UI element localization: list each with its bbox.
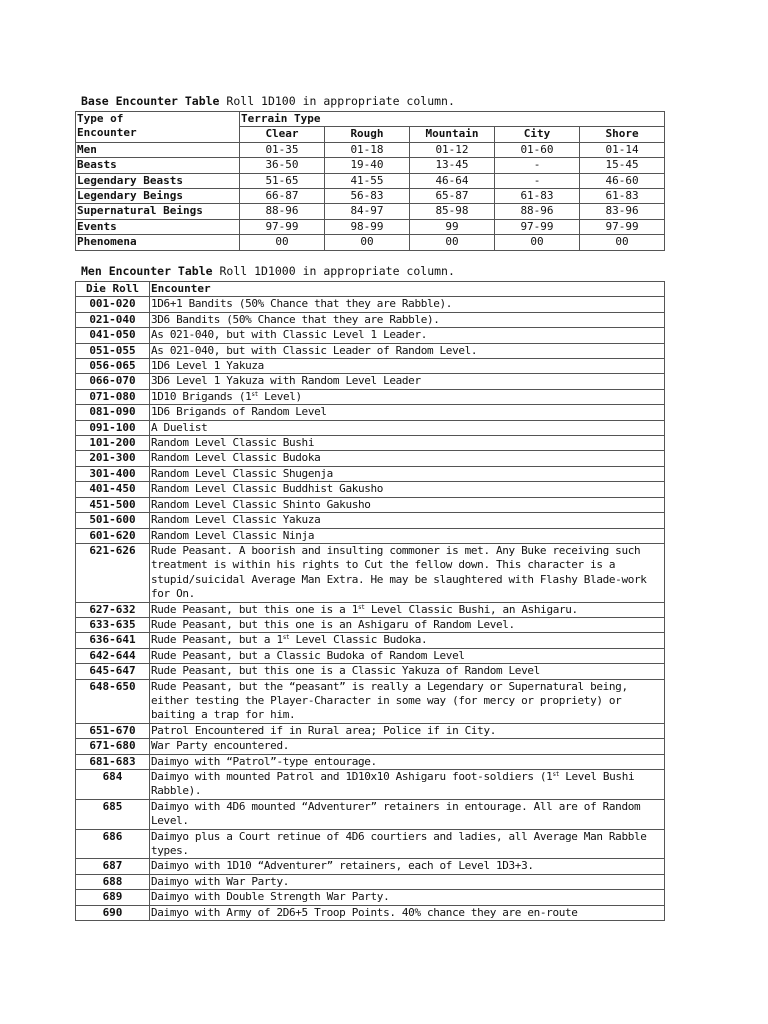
table-row bbox=[76, 874, 665, 889]
table-row bbox=[76, 482, 665, 497]
type-header-line2: Encounter bbox=[77, 126, 137, 140]
table-cell: 84-97 bbox=[325, 204, 410, 219]
die-roll-cell: 627-632 bbox=[76, 602, 150, 617]
die-roll-cell: 021-040 bbox=[76, 312, 150, 327]
die-roll-cell: 301-400 bbox=[76, 466, 150, 481]
table-row bbox=[76, 436, 665, 451]
table-cell: 97-99 bbox=[240, 219, 325, 234]
men-table-title: Men Encounter Table bbox=[81, 264, 213, 278]
table-row bbox=[76, 312, 665, 327]
table-row bbox=[76, 799, 665, 829]
table-row bbox=[76, 633, 665, 648]
encounter-cell: 3D6 Level 1 Yakuza with Random Level Leader bbox=[150, 374, 665, 389]
table-cell: 00 bbox=[495, 235, 580, 250]
table-row bbox=[76, 189, 665, 204]
row-label: Men bbox=[76, 142, 240, 157]
encounter-cell: As 021-040, but with Classic Level 1 Leader. bbox=[150, 328, 665, 343]
encounter-cell: Rude Peasant. A boorish and insulting commoner is met. Any Buke receiving such treatment is within his rights to Cut the fellow down. This character is a stupid/suicidal Average Man Extra. He may be slaughtered with Flashy Blade-work for On. bbox=[150, 543, 665, 602]
encounter-cell: As 021-040, but with Classic Leader of Random Level. bbox=[150, 343, 665, 358]
row-label: Beasts bbox=[76, 158, 240, 173]
die-roll-cell: 671-680 bbox=[76, 739, 150, 754]
table-cell: 00 bbox=[325, 235, 410, 250]
table-row bbox=[76, 754, 665, 769]
row-label: Events bbox=[76, 219, 240, 234]
table-row bbox=[76, 723, 665, 738]
encounter-cell: Rude Peasant, but this one is an Ashigaru of Random Level. bbox=[150, 617, 665, 632]
encounter-cell: Daimyo with mounted Patrol and 1D10x10 Ashigaru foot-soldiers (1st Level Bushi Rabble). bbox=[150, 770, 665, 800]
table-row bbox=[76, 235, 665, 250]
table-cell: 13-45 bbox=[410, 158, 495, 173]
encounter-cell: Random Level Classic Shinto Gakusho bbox=[150, 497, 665, 512]
encounter-cell: Rude Peasant, but this one is a Classic Yakuza of Random Level bbox=[150, 664, 665, 679]
encounter-cell: Rude Peasant, but a 1st Level Classic Budoka. bbox=[150, 633, 665, 648]
table-cell: 36-50 bbox=[240, 158, 325, 173]
terrain-type-header: Terrain Type bbox=[240, 112, 665, 127]
table-row bbox=[76, 405, 665, 420]
men-table-subtitle: Roll 1D1000 in appropriate column. bbox=[219, 264, 455, 278]
die-roll-cell: 642-644 bbox=[76, 648, 150, 663]
table-cell: 56-83 bbox=[325, 189, 410, 204]
die-roll-cell: 081-090 bbox=[76, 405, 150, 420]
table-row bbox=[76, 297, 665, 312]
die-roll-cell: 645-647 bbox=[76, 664, 150, 679]
encounter-cell: 3D6 Bandits (50% Chance that they are Rabble). bbox=[150, 312, 665, 327]
die-roll-cell: 687 bbox=[76, 859, 150, 874]
die-roll-cell: 101-200 bbox=[76, 436, 150, 451]
die-roll-cell: 201-300 bbox=[76, 451, 150, 466]
table-cell: 88-96 bbox=[495, 204, 580, 219]
table-row bbox=[76, 770, 665, 800]
column-header: City bbox=[495, 127, 580, 142]
die-roll-cell: 051-055 bbox=[76, 343, 150, 358]
table-cell: 99 bbox=[410, 219, 495, 234]
die-roll-cell: 648-650 bbox=[76, 679, 150, 723]
encounter-cell: Random Level Classic Yakuza bbox=[150, 513, 665, 528]
die-roll-cell: 690 bbox=[76, 905, 150, 920]
table-cell: 97-99 bbox=[495, 219, 580, 234]
encounter-cell: 1D10 Brigands (1st Level) bbox=[150, 389, 665, 404]
row-label: Supernatural Beings bbox=[76, 204, 240, 219]
men-header-row bbox=[76, 282, 665, 297]
encounter-cell: Random Level Classic Budoka bbox=[150, 451, 665, 466]
encounter-header: Encounter bbox=[150, 282, 665, 297]
table-row bbox=[76, 513, 665, 528]
encounter-cell: Rude Peasant, but this one is a 1st Level Classic Bushi, an Ashigaru. bbox=[150, 602, 665, 617]
base-header-row bbox=[76, 112, 665, 127]
row-label: Legendary Beings bbox=[76, 189, 240, 204]
encounter-cell: Random Level Classic Buddhist Gakusho bbox=[150, 482, 665, 497]
table-row bbox=[76, 829, 665, 859]
table-cell: 46-60 bbox=[580, 173, 665, 188]
die-roll-cell: 601-620 bbox=[76, 528, 150, 543]
table-cell: 51-65 bbox=[240, 173, 325, 188]
table-cell: 01-14 bbox=[580, 142, 665, 157]
table-row bbox=[76, 859, 665, 874]
encounter-cell: A Duelist bbox=[150, 420, 665, 435]
die-roll-cell: 684 bbox=[76, 770, 150, 800]
table-cell: 88-96 bbox=[240, 204, 325, 219]
die-roll-cell: 001-020 bbox=[76, 297, 150, 312]
table-cell: 01-60 bbox=[495, 142, 580, 157]
table-row bbox=[76, 905, 665, 920]
die-roll-cell: 401-450 bbox=[76, 482, 150, 497]
die-roll-cell: 501-600 bbox=[76, 513, 150, 528]
type-of-encounter-header bbox=[76, 112, 240, 143]
die-roll-cell: 651-670 bbox=[76, 723, 150, 738]
type-header-line1: Type of bbox=[77, 112, 124, 125]
table-row bbox=[76, 420, 665, 435]
encounter-cell: Daimyo with Double Strength War Party. bbox=[150, 890, 665, 905]
table-row bbox=[76, 343, 665, 358]
die-roll-cell: 636-641 bbox=[76, 633, 150, 648]
table-cell: 00 bbox=[580, 235, 665, 250]
table-row bbox=[76, 389, 665, 404]
base-table-subtitle: Roll 1D100 in appropriate column. bbox=[226, 94, 455, 108]
table-row bbox=[76, 328, 665, 343]
table-cell: 01-18 bbox=[325, 142, 410, 157]
table-row bbox=[76, 664, 665, 679]
table-cell: 41-55 bbox=[325, 173, 410, 188]
table-cell: 00 bbox=[410, 235, 495, 250]
die-roll-cell: 686 bbox=[76, 829, 150, 859]
base-table-title: Base Encounter Table bbox=[81, 94, 220, 108]
die-roll-cell: 071-080 bbox=[76, 389, 150, 404]
die-roll-cell: 621-626 bbox=[76, 543, 150, 602]
table-cell: 46-64 bbox=[410, 173, 495, 188]
die-roll-header: Die Roll bbox=[76, 282, 150, 297]
column-header: Shore bbox=[580, 127, 665, 142]
encounter-cell: Daimyo with War Party. bbox=[150, 874, 665, 889]
die-roll-cell: 091-100 bbox=[76, 420, 150, 435]
table-row bbox=[76, 451, 665, 466]
encounter-cell: Rude Peasant, but a Classic Budoka of Random Level bbox=[150, 648, 665, 663]
die-roll-cell: 681-683 bbox=[76, 754, 150, 769]
encounter-cell: 1D6 Level 1 Yakuza bbox=[150, 359, 665, 374]
encounter-cell: Random Level Classic Bushi bbox=[150, 436, 665, 451]
table-row bbox=[76, 739, 665, 754]
die-roll-cell: 689 bbox=[76, 890, 150, 905]
table-row bbox=[76, 374, 665, 389]
encounter-cell: Daimyo with “Patrol”-type entourage. bbox=[150, 754, 665, 769]
encounter-cell: Daimyo with 1D10 “Adventurer” retainers, each of Level 1D3+3. bbox=[150, 859, 665, 874]
encounter-cell: Daimyo with 4D6 mounted “Adventurer” retainers in entourage. All are of Random Level. bbox=[150, 799, 665, 829]
table-row bbox=[76, 204, 665, 219]
table-row bbox=[76, 142, 665, 157]
table-cell: 65-87 bbox=[410, 189, 495, 204]
men-encounter-table bbox=[75, 281, 665, 921]
die-roll-cell: 056-065 bbox=[76, 359, 150, 374]
table-row bbox=[76, 602, 665, 617]
encounter-cell: 1D6+1 Bandits (50% Chance that they are Rabble). bbox=[150, 297, 665, 312]
table-cell: - bbox=[495, 173, 580, 188]
column-header: Clear bbox=[240, 127, 325, 142]
table-cell: 85-98 bbox=[410, 204, 495, 219]
base-encounter-table bbox=[75, 111, 665, 251]
table-cell: - bbox=[495, 158, 580, 173]
table-row bbox=[76, 219, 665, 234]
table-row bbox=[76, 497, 665, 512]
table-row bbox=[76, 648, 665, 663]
table-row bbox=[76, 359, 665, 374]
column-header: Mountain bbox=[410, 127, 495, 142]
encounter-cell: Rude Peasant, but the “peasant” is really a Legendary or Supernatural being, either testing the Player-Character in some way (for mercy or propriety) or baiting a trap for him. bbox=[150, 679, 665, 723]
table-cell: 01-35 bbox=[240, 142, 325, 157]
table-row bbox=[76, 466, 665, 481]
table-cell: 19-40 bbox=[325, 158, 410, 173]
table-row bbox=[76, 543, 665, 602]
encounter-cell: Patrol Encountered if in Rural area; Police if in City. bbox=[150, 723, 665, 738]
encounter-cell: War Party encountered. bbox=[150, 739, 665, 754]
table-cell: 01-12 bbox=[410, 142, 495, 157]
encounter-cell: Random Level Classic Ninja bbox=[150, 528, 665, 543]
die-roll-cell: 685 bbox=[76, 799, 150, 829]
table-cell: 00 bbox=[240, 235, 325, 250]
encounter-cell: Random Level Classic Shugenja bbox=[150, 466, 665, 481]
table-cell: 15-45 bbox=[580, 158, 665, 173]
die-roll-cell: 451-500 bbox=[76, 497, 150, 512]
table-row bbox=[76, 528, 665, 543]
base-table-caption bbox=[81, 94, 455, 108]
men-table-caption bbox=[81, 264, 455, 278]
encounter-cell: 1D6 Brigands of Random Level bbox=[150, 405, 665, 420]
row-label: Legendary Beasts bbox=[76, 173, 240, 188]
table-row bbox=[76, 158, 665, 173]
die-roll-cell: 066-070 bbox=[76, 374, 150, 389]
die-roll-cell: 688 bbox=[76, 874, 150, 889]
encounter-cell: Daimyo plus a Court retinue of 4D6 courtiers and ladies, all Average Man Rabble types. bbox=[150, 829, 665, 859]
table-cell: 61-83 bbox=[580, 189, 665, 204]
row-label: Phenomena bbox=[76, 235, 240, 250]
column-header: Rough bbox=[325, 127, 410, 142]
table-cell: 66-87 bbox=[240, 189, 325, 204]
table-cell: 97-99 bbox=[580, 219, 665, 234]
die-roll-cell: 633-635 bbox=[76, 617, 150, 632]
table-cell: 98-99 bbox=[325, 219, 410, 234]
table-row bbox=[76, 617, 665, 632]
die-roll-cell: 041-050 bbox=[76, 328, 150, 343]
table-cell: 61-83 bbox=[495, 189, 580, 204]
table-cell: 83-96 bbox=[580, 204, 665, 219]
table-row bbox=[76, 890, 665, 905]
encounter-cell: Daimyo with Army of 2D6+5 Troop Points. 40% chance they are en-route bbox=[150, 905, 665, 920]
table-row bbox=[76, 173, 665, 188]
table-row bbox=[76, 679, 665, 723]
